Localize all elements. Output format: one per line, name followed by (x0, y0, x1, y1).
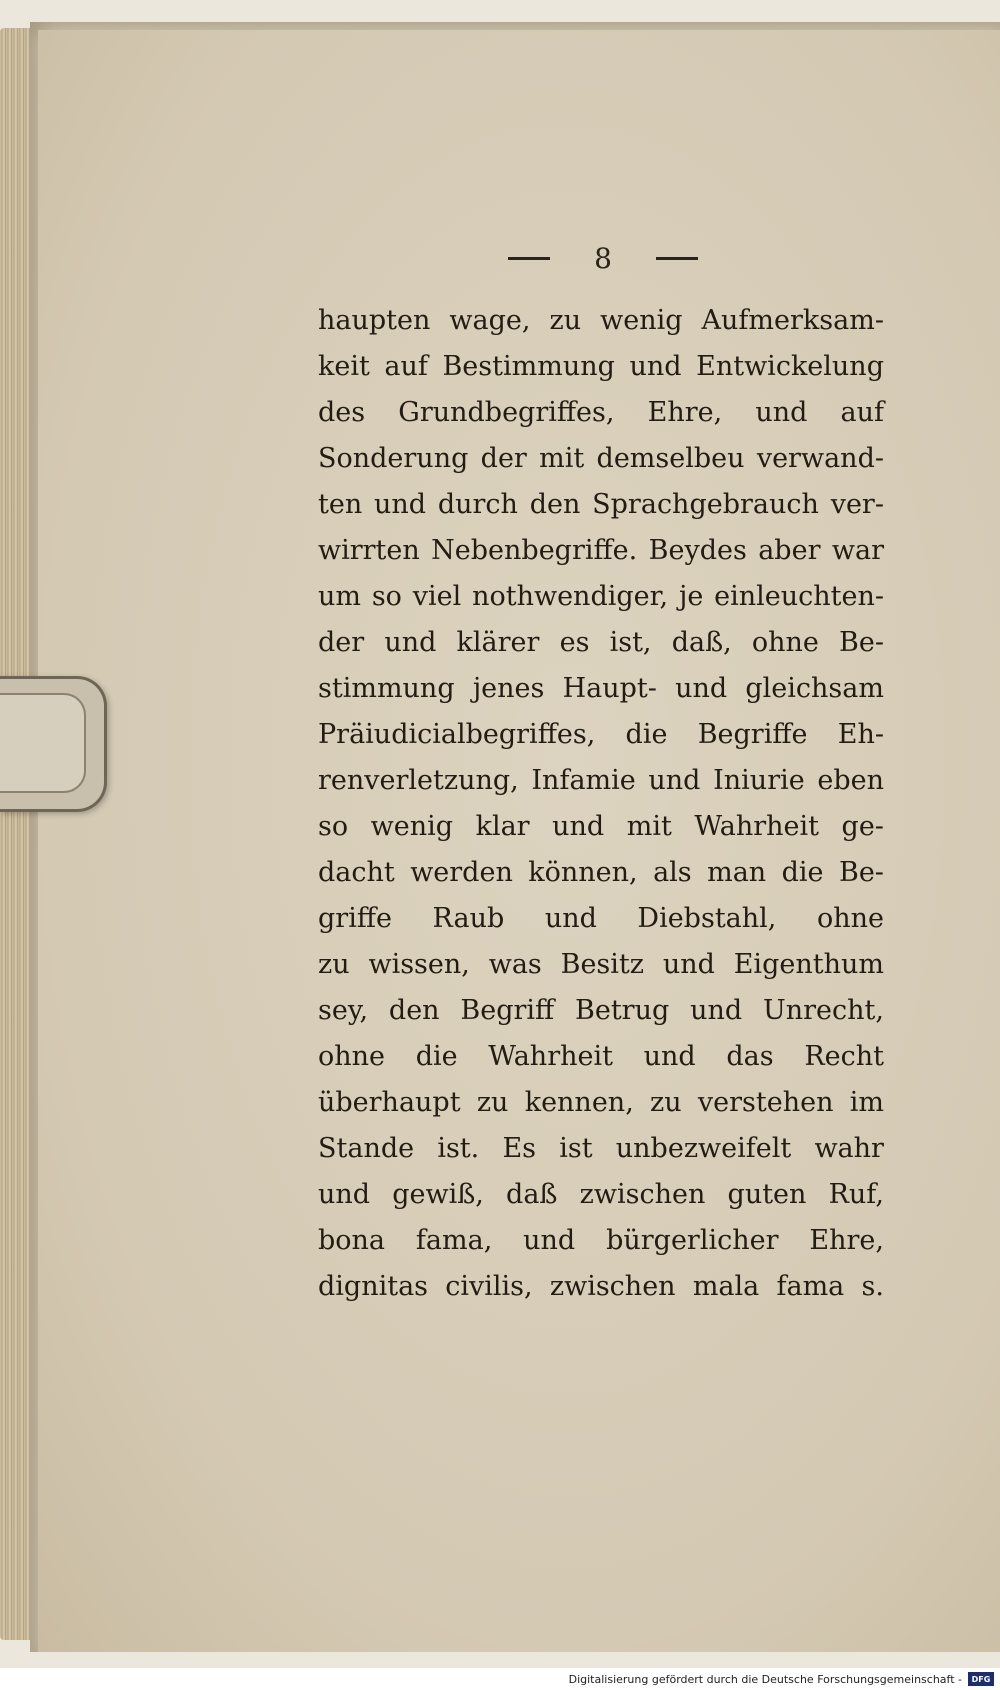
word: verwand- (756, 443, 884, 474)
word: im (849, 1087, 884, 1118)
word: Entwickelung (696, 351, 884, 382)
word: so (371, 581, 402, 612)
word: Beydes (648, 535, 747, 566)
word: Es (502, 1133, 537, 1164)
text-line (318, 620, 884, 666)
word: unbezweifelt (615, 1133, 792, 1164)
word: was (488, 949, 542, 980)
word: zu (650, 1087, 682, 1118)
word: sey, (318, 995, 369, 1026)
word: mit (626, 811, 672, 842)
word: Ehre, (809, 1225, 884, 1256)
word: durch (437, 489, 518, 520)
word: bürgerlicher (606, 1225, 779, 1256)
word: dignitas (318, 1271, 429, 1302)
word: der (480, 443, 527, 474)
word: auf (384, 351, 428, 382)
word: s. (861, 1271, 884, 1302)
text-line (318, 666, 884, 712)
word: Ruf, (828, 1179, 884, 1210)
word: und (318, 1179, 371, 1210)
word: ist, (609, 627, 652, 658)
text-line (318, 574, 884, 620)
word: ten (318, 489, 363, 520)
word: und (690, 995, 743, 1026)
text-line (318, 1080, 884, 1126)
word: Unrecht, (762, 995, 884, 1026)
word: wenig (600, 305, 683, 336)
word: renverletzung, (318, 765, 519, 796)
word: Wahrheit (694, 811, 819, 842)
word: Grundbegriffes, (398, 397, 615, 428)
text-line (318, 390, 884, 436)
text-line (318, 1126, 884, 1172)
text-line (318, 298, 884, 344)
word: dacht (318, 857, 395, 888)
word: überhaupt (318, 1087, 461, 1118)
word: den (529, 489, 581, 520)
text-line (318, 712, 884, 758)
word: der (318, 627, 365, 658)
word: griffe (318, 903, 392, 934)
body-text (318, 298, 884, 1310)
word: und (662, 949, 715, 980)
text-line (318, 942, 884, 988)
word: und (755, 397, 808, 428)
word: und (523, 1225, 576, 1256)
text-line (318, 1034, 884, 1080)
word: Eh- (837, 719, 884, 750)
word: Ehre, (647, 397, 723, 428)
word: Bestimmung (442, 351, 615, 382)
word: ist (559, 1133, 593, 1164)
word: und (648, 765, 701, 796)
text-line (318, 896, 884, 942)
word: Begriff (460, 995, 555, 1026)
digitization-footer (0, 1668, 1000, 1690)
word: daß, (671, 627, 732, 658)
page-tab (0, 676, 107, 812)
word: wissen, (368, 949, 470, 980)
text-line (318, 1172, 884, 1218)
word: demselbeu (596, 443, 745, 474)
word: haupten (318, 305, 431, 336)
word: ohne (751, 627, 819, 658)
word: ge- (841, 811, 884, 842)
word: Wahrheit (488, 1041, 613, 1072)
word: auf (840, 397, 884, 428)
word: fama, (415, 1225, 493, 1256)
word: aber (758, 535, 821, 566)
word: und (643, 1041, 696, 1072)
header-dash-left (508, 257, 550, 260)
word: und (629, 351, 682, 382)
word: Stande (318, 1133, 415, 1164)
word: ohne (318, 1041, 386, 1072)
word: Be- (838, 857, 884, 888)
word: Be- (839, 627, 884, 658)
page-number: 8 (594, 241, 612, 275)
text-line (318, 436, 884, 482)
word: war (831, 535, 884, 566)
word: gleichsam (745, 673, 884, 704)
text-line (318, 850, 884, 896)
word: wahr (814, 1133, 884, 1164)
word: guten (727, 1179, 807, 1210)
word: Nebenbegriffe. (431, 535, 638, 566)
word: Präiudicialbegriffes, (318, 719, 596, 750)
word: und (552, 811, 605, 842)
word: Diebstahl, (637, 903, 777, 934)
word: je (678, 581, 704, 612)
word: zu (318, 949, 350, 980)
word: werden (410, 857, 513, 888)
page-tab-inner (0, 693, 86, 793)
word: einleuchten- (714, 581, 884, 612)
dfg-logo: DFG (968, 1672, 994, 1686)
word: wenig (370, 811, 454, 842)
word: um (318, 581, 361, 612)
word: den (388, 995, 440, 1026)
word: die (625, 719, 668, 750)
word: als (653, 857, 692, 888)
word: Haupt- (562, 673, 657, 704)
word: viel (412, 581, 462, 612)
word: klar (475, 811, 530, 842)
word: zwischen (579, 1179, 706, 1210)
word: nothwendiger, (472, 581, 669, 612)
word: so (318, 811, 349, 842)
word: die (781, 857, 824, 888)
word: können, (528, 857, 638, 888)
word: zwischen (549, 1271, 676, 1302)
word: das (726, 1041, 774, 1072)
word: zu (476, 1087, 509, 1118)
text-line (318, 804, 884, 850)
word: Recht (804, 1041, 884, 1072)
word: und (544, 903, 597, 934)
word: des (318, 397, 366, 428)
word: ver- (830, 489, 884, 520)
word: ohne (816, 903, 884, 934)
word: Infamie (531, 765, 636, 796)
word: Iniurie (713, 765, 805, 796)
word: man (707, 857, 767, 888)
word: Besitz (560, 949, 644, 980)
word: daß (506, 1179, 558, 1210)
word: gewiß, (392, 1179, 484, 1210)
word: mit (539, 443, 585, 474)
word: es (559, 627, 590, 658)
text-line (318, 988, 884, 1034)
word: zu (549, 305, 582, 336)
word: ist. (437, 1133, 480, 1164)
word: Sprachgebrauch (592, 489, 819, 520)
word: wirrten (318, 535, 420, 566)
word: jenes (472, 673, 545, 704)
word: mala (692, 1271, 760, 1302)
word: wage, (449, 305, 531, 336)
footer-credit: Digitalisierung gefördert durch die Deutsche Forschungsgemeinschaft - (568, 1672, 962, 1686)
word: und (675, 673, 728, 704)
word: Sonderung (318, 443, 469, 474)
word: Raub (432, 903, 505, 934)
word: bona (318, 1225, 386, 1256)
word: Betrug (575, 995, 670, 1026)
header-dash-right (656, 257, 698, 260)
word: fama (776, 1271, 845, 1302)
word: die (415, 1041, 458, 1072)
word: civilis, (445, 1271, 533, 1302)
text-line (318, 482, 884, 528)
word: und (384, 627, 437, 658)
word: Eigenthum (733, 949, 884, 980)
word: kennen, (524, 1087, 634, 1118)
text-line (318, 344, 884, 390)
text-line (318, 528, 884, 574)
word: eben (817, 765, 884, 796)
text-line (318, 1218, 884, 1264)
word: und (374, 489, 427, 520)
text-line (318, 1264, 884, 1310)
word: keit (318, 351, 370, 382)
word: Aufmerksam- (701, 305, 884, 336)
word: verstehen (697, 1087, 834, 1118)
word: stimmung (318, 673, 455, 704)
text-line (318, 758, 884, 804)
word: klärer (456, 627, 540, 658)
page-header (508, 238, 698, 278)
word: Begriffe (697, 719, 808, 750)
